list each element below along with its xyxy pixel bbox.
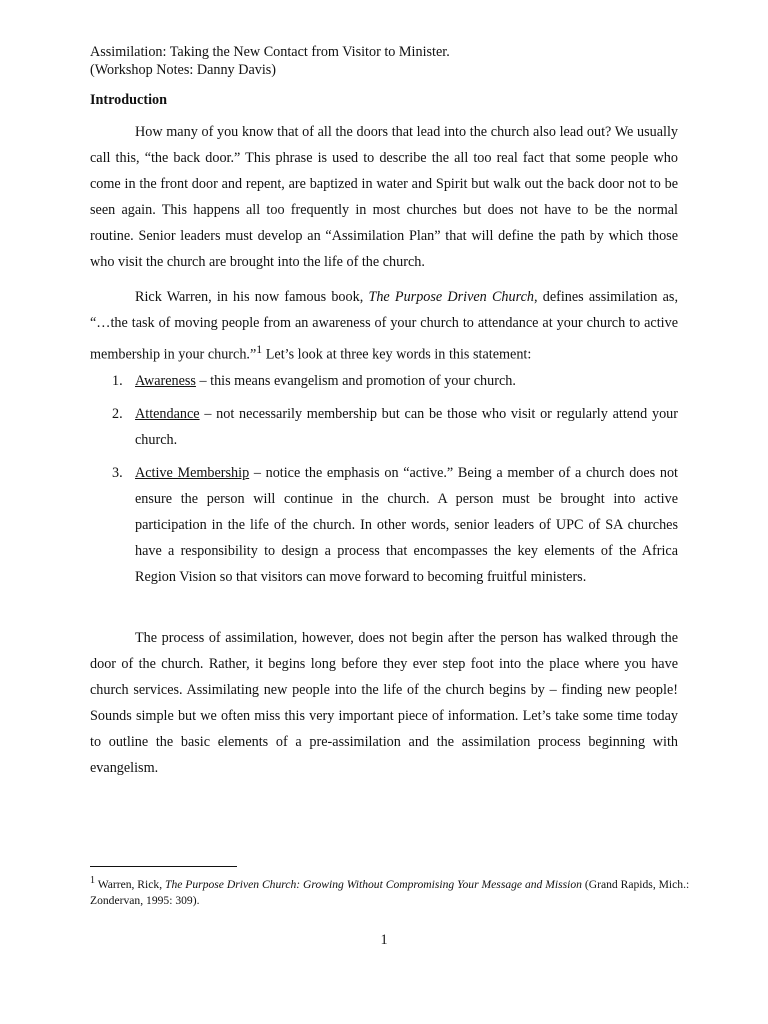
list-item (90, 401, 678, 453)
list-item (90, 460, 678, 590)
paragraph-2-end: Let’s look at three key words in this statement: (262, 346, 532, 363)
paragraph-1-text: How many of you know that of all the doors that lead into the church also lead out? We usually call this, “the back door.” This phrase is used to describe the all too real fact that some people who come in the front door and repent, are baptized in water and Spirit but walk out the back door not to be seen again. This happens all too frequently in most churches but does not have to be the normal routine. Senior leaders must develop an “Assimilation Plan” that will define the path by which those who visit the church are brought into the life of the church. (90, 124, 678, 270)
document-header (90, 44, 450, 79)
footnote-publication: (Grand Rapids, Mich.: Zondervan, 1995: 309). (90, 877, 690, 907)
book-title: The Purpose Driven Church (368, 289, 534, 305)
list-item-text: – this means evangelism and promotion of your church. (195, 373, 516, 389)
paragraph-2-intro: Rick Warren, in his now famous book, (135, 289, 369, 305)
document-subtitle: (Workshop Notes: Danny Davis) (90, 61, 277, 78)
paragraph-1 (90, 119, 678, 275)
list-item-number: 1. (112, 373, 123, 389)
footnote-reference[interactable]: 1 (256, 342, 263, 356)
list-item-number: 3. (112, 465, 123, 481)
list-item-term: Active Membership (135, 465, 250, 481)
list-item-term: Awareness (135, 373, 196, 389)
paragraph-2 (90, 284, 678, 368)
paragraph-3-text: The process of assimilation, however, does not begin after the person has walked through the door of the church. Rather, it begins long before they ever step foot into the place where you have church services. Assimilating new people into the life of the church begins by – finding new people! Sounds simple but we often miss this very important piece of information. Let’s take some time today to outline the basic elements of a pre-assimilation and the assimilation process beginning with evangelism. (90, 630, 678, 776)
list-item-text: – not necessarily membership but can be those who visit or regularly attend your church. (135, 406, 678, 448)
paragraph-3 (90, 625, 678, 781)
section-heading: Introduction (90, 92, 167, 108)
paragraph-2-quote: , defines assimilation as, “…the task of moving people from an awareness of your church to attendance at your church to active membership in your church.” (90, 289, 678, 363)
footnote (90, 873, 690, 909)
key-words-list (90, 368, 678, 597)
footnote-title: The Purpose Driven Church: Growing Without Compromising Your Message and Mission (165, 877, 582, 891)
footnote-divider (90, 866, 237, 867)
document-title: Assimilation: Taking the New Contact from Visitor to Minister. (90, 44, 450, 60)
list-item-number: 2. (112, 406, 123, 422)
footnote-author: Warren, Rick, (95, 877, 166, 891)
page-number: 1 (380, 932, 388, 948)
footnote-number: 1 (90, 875, 95, 886)
list-item-term: Attendance (135, 406, 200, 422)
list-item (90, 368, 678, 394)
list-item-text: – notice the emphasis on “active.” Being a member of a church does not ensure the person will continue in the church. A person must be brought into active participation in the life of the church. In other words, senior leaders of UPC of SA churches have a responsibility to design a process that encompasses the key elements of the Africa Region Vision so that visitors can move forward to becoming fruitful ministers. (135, 465, 678, 585)
